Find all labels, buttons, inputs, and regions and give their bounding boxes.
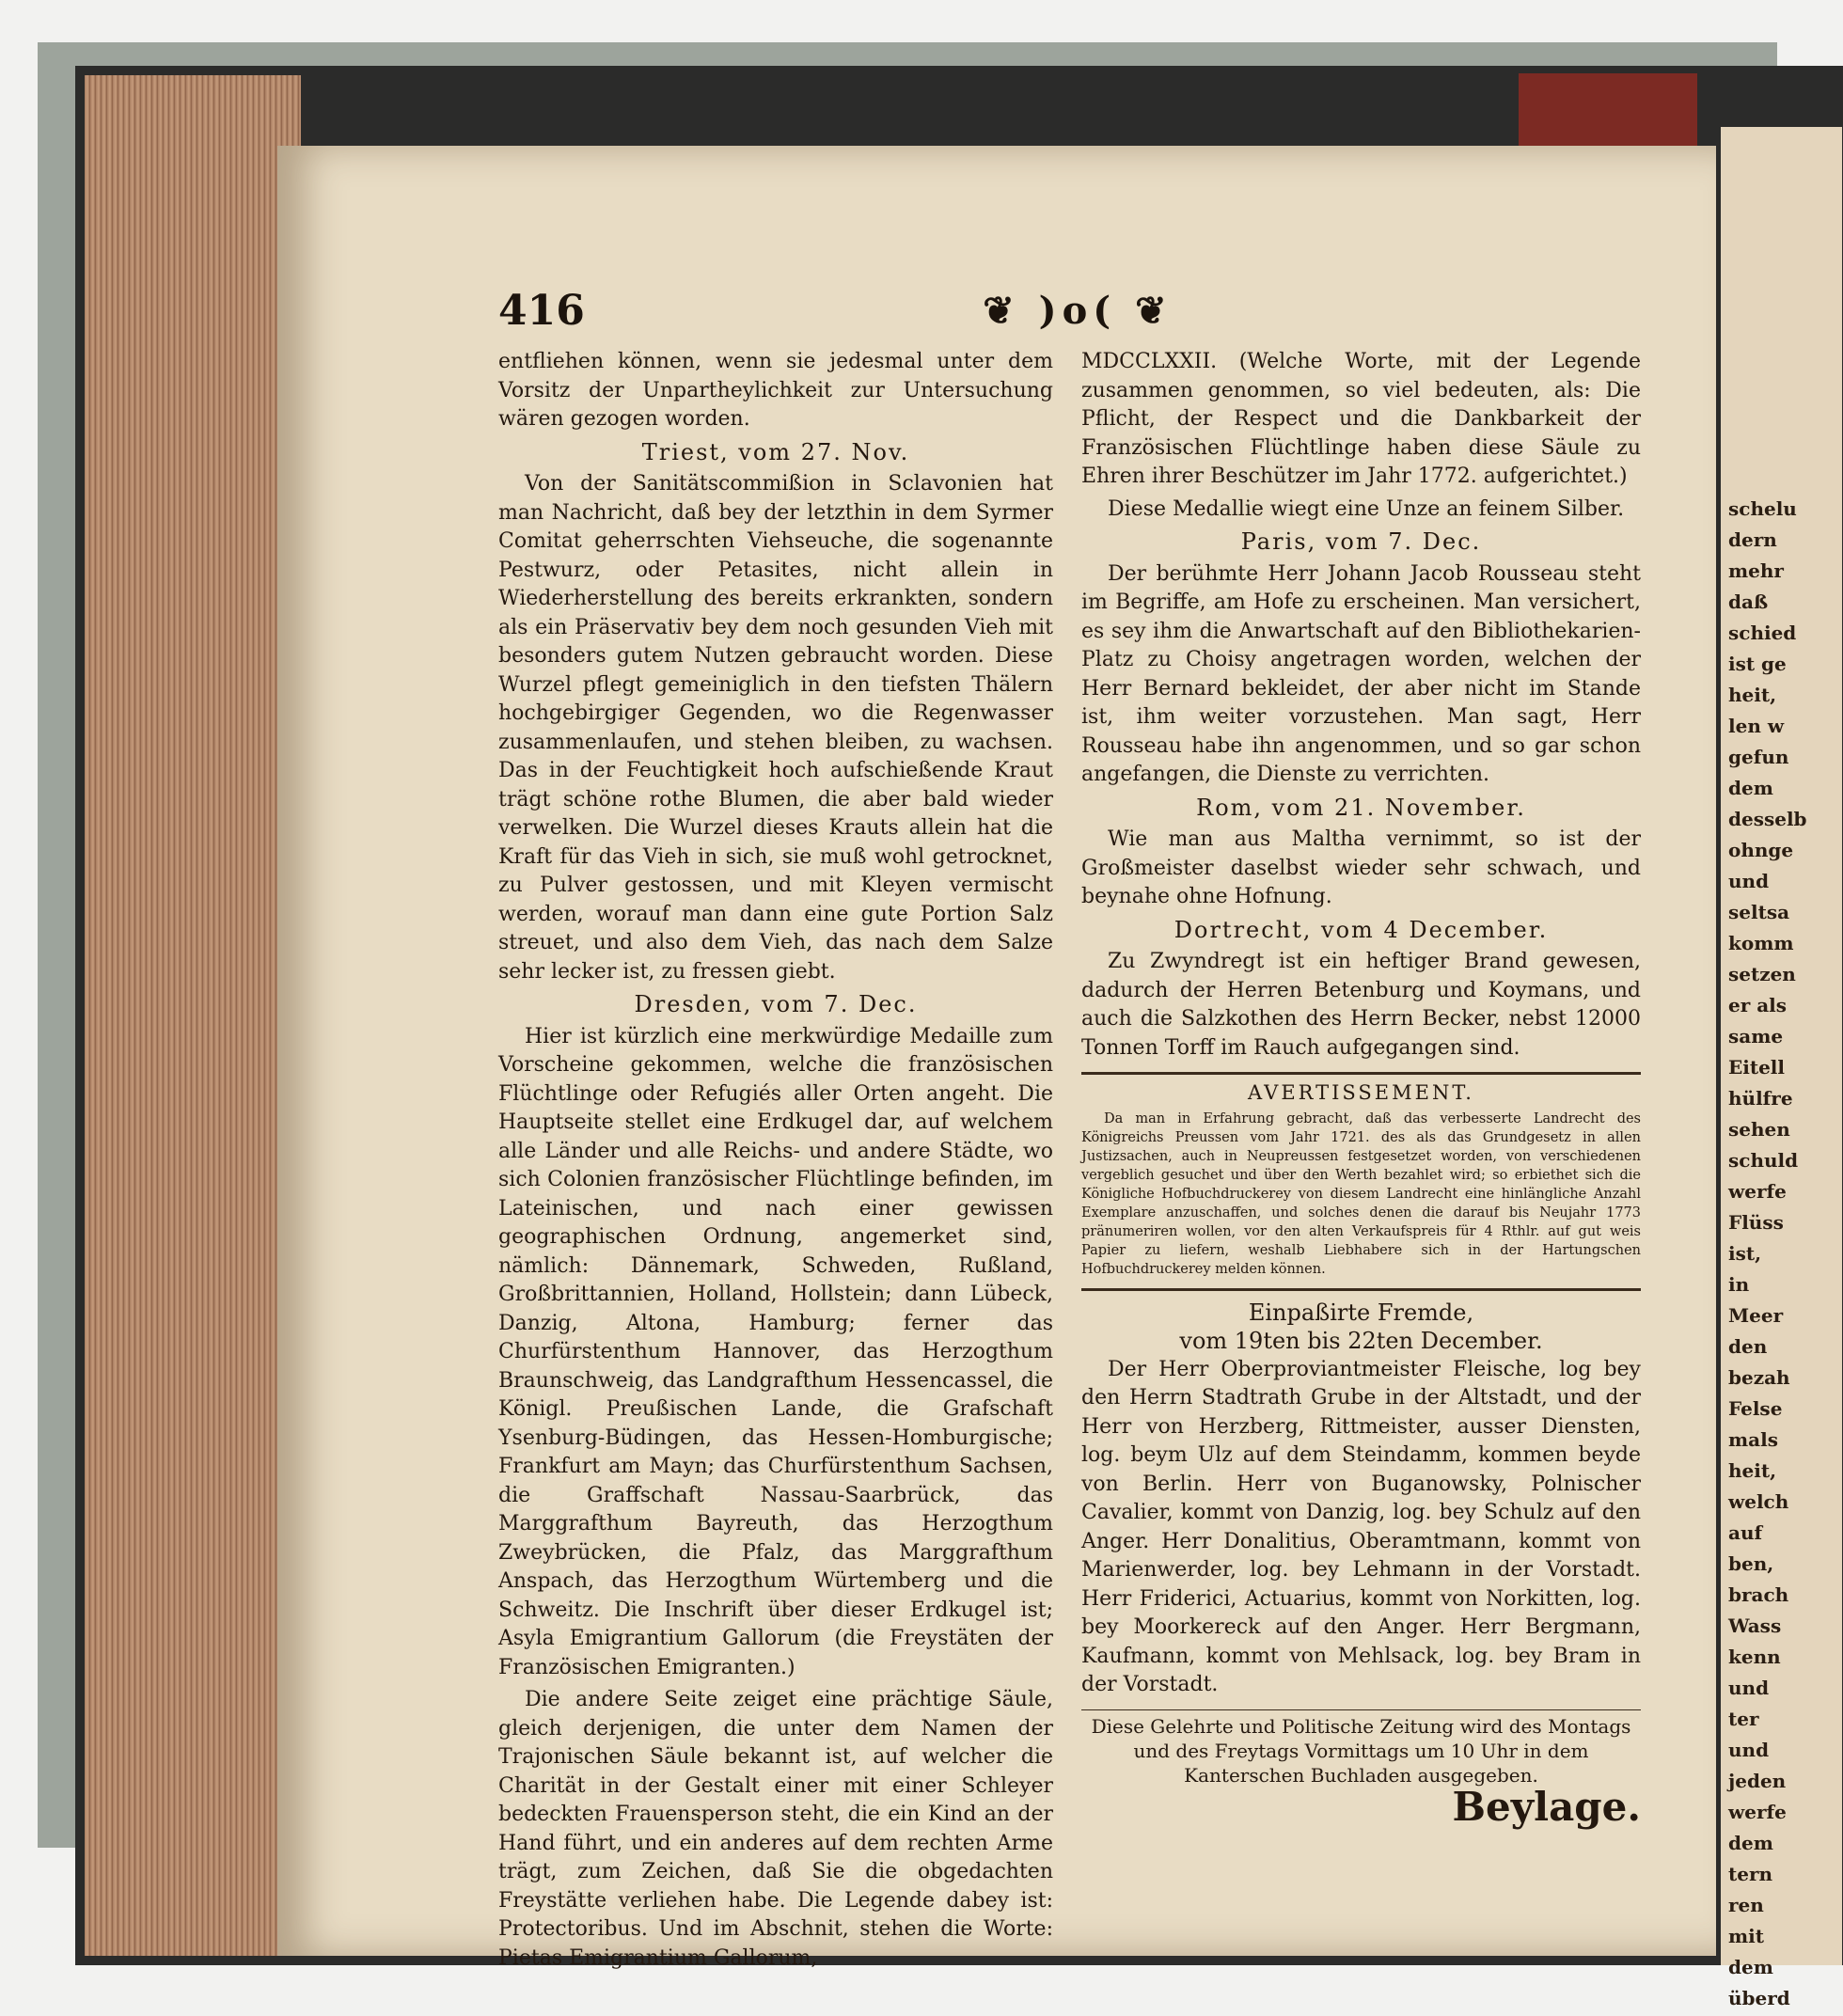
adjacent-page-fragment: schied	[1728, 622, 1797, 644]
article-heading-triest: Triest, vom 27. Nov.	[641, 438, 910, 465]
adjacent-page-fragment: len w	[1728, 715, 1785, 737]
article-heading-rom: Rom, vom 21. November.	[1196, 794, 1526, 821]
adjacent-page-fragment: kenn	[1728, 1646, 1781, 1668]
divider-rule	[1081, 1288, 1641, 1291]
right-column	[1081, 348, 1641, 1830]
adjacent-page-fragment: Eitell	[1728, 1056, 1785, 1079]
adjacent-page-fragment: ist,	[1728, 1242, 1762, 1265]
adjacent-page-fragment: jeden	[1728, 1770, 1787, 1792]
arrivals-title: Einpaßirte Fremde,	[1248, 1299, 1474, 1326]
supplement-catchword: Beylage.	[1452, 1783, 1641, 1830]
article-heading-dresden: Dresden, vom 7. Dec.	[634, 991, 918, 1017]
divider-rule	[1081, 1072, 1641, 1075]
adjacent-page-fragment: in	[1728, 1273, 1750, 1296]
adjacent-page-fragment: tern	[1728, 1863, 1773, 1885]
adjacent-page-fragment: ben,	[1728, 1552, 1774, 1575]
adjacent-page-fragment: bezah	[1728, 1366, 1790, 1389]
adjacent-page-fragment: sehen	[1728, 1118, 1790, 1141]
adjacent-page-fragment: ohnge	[1728, 839, 1794, 861]
adjacent-page-fragment: daß	[1728, 591, 1769, 613]
adjacent-page-fragment: desselb	[1728, 808, 1807, 830]
adjacent-page-fragment: gefun	[1728, 746, 1789, 768]
adjacent-page-text	[1728, 494, 1807, 2014]
article-text-rom: Wie man aus Maltha vernimmt, so ist der Großmeister daselbst wieder sehr schwach, und beynahe ohne Hofnung.	[1081, 827, 1641, 908]
adjacent-page-fragment: same	[1728, 1025, 1784, 1047]
adjacent-page-fragment: Flüss	[1728, 1211, 1784, 1234]
article-text-triest: Von der Sanitätscommißion in Sclavonien hat man Nachricht, daß bey der letzthin in dem Syrmer Comitat geherrschten Viehseuche, die sogenannte Pestwurz, oder Petasites, nicht allein in Wiederherstellung des bereits erkrankten, sondern als ein Präservativ bey dem noch gesunden Vieh mit besonders gutem Nutzen gebraucht worden. Diese Wurzel pflegt gemeiniglich in den tiefsten Thälern hochgebirgiger Gegenden, wo die Regenwasser zusammenlaufen, und stehen bleiben, zu wachsen. Das in der Feuchtigkeit hoch aufschießende Kraut trägt schöne rothe Blumen, die aber bald wieder verwelken. Die Wurzel dieses Krauts allein hat die Kraft für das Vieh in sich, sie muß wohl getrocknet, zu Pulver gestossen, und mit Kleyen vermischt werden, worauf man dann eine gute Portion Salz streuet, und also dem Vieh, das nach dem Salze sehr lecker ist, zu fressen giebt.	[498, 472, 1053, 984]
adjacent-page-fragment: heit,	[1728, 684, 1777, 706]
adjacent-page-fragment: Meer	[1728, 1304, 1784, 1327]
adjacent-page-fragment: brach	[1728, 1583, 1789, 1606]
arrivals-subtitle: vom 19ten bis 22ten December.	[1179, 1328, 1543, 1354]
article-text-dresden-1: Hier ist kürzlich eine merkwürdige Medaille zum Vorscheine gekommen, welche die französischen Flüchtlinge oder Refugiés aller Orten angeht. Die Hauptseite stellet eine Erdkugel dar, auf welchem alle Länder und alle Reichs- und andere Städte, wo sich Colonien französischer Flüchtlinge befinden, im Lateinischen, und nach einer gewissen geographischen Ordnung, angemerket sind, nämlich: Dännemark, Schweden, Rußland, Großbrittannien, Holland, Hollstein; dann Lübeck, Danzig, Altona, Hamburg; ferner das Churfürstenthum Hannover, das Herzogthum Braunschweig, das Landgrafthum Hessencassel, die Königl. Preußischen Lande, die Grafschaft Ysenburg-Büdingen, das Hessen-Homburgische; Frankfurt am Mayn; das Churfürstenthum Sachsen, die Graffschaft Nassau-Saarbrück, das Marggrafthum Bayreuth, das Herzogthum Zweybrücken, die Pfalz, das Marggrafthum Anspach, das Herzogthum Würtemberg und die Schweitz. Die Inschrift über dieser Erdkugel ist; Asyla Emigrantium Gallorum (die Freystäten der Französischen Emigranten.)	[498, 1024, 1053, 1679]
adjacent-page-fragment: schuld	[1728, 1149, 1799, 1172]
avertissement-text: Da man in Erfahrung gebracht, daß das verbesserte Landrecht des Königreichs Preussen vom Jahr 1721. des als das Grundgesetz in allen Justizsachen, auch in Neupreussen festgesetzet worden, von verschiedenen vergeblich gesuchet und über den Werth bezahlet wird; so erbiethet sich die Königliche Hofbuchdruckerey von diesem Landrecht eine hinlängliche Anzahl Exemplare anzuschaffen, und solches denen die darauf bis Neujahr 1773 pränumeriren wollen, vor den alten Verkaufspreis für 4 Rthlr. auf gut weis Papier zu liefern, weshalb Liebhabere sich in der Hartungschen Hofbuchdruckerey melden können.	[1081, 1110, 1641, 1277]
article-continuation: entfliehen können, wenn sie jedesmal unter dem Vorsitz der Unpartheylichkeit zur Untersuchung wären gezogen worden.	[498, 350, 1053, 431]
page-header	[498, 282, 1646, 339]
medal-continuation: MDCCLXXII. (Welche Worte, mit der Legende zusammen genommen, so viel bedeuten, als: Die Pflicht, der Respect und die Dankbarkeit der Französischen Flüchtlinge haben diese Säule zu Ehren ihrer Beschützer im Jahr 1772. aufgerichtet.)	[1081, 350, 1641, 488]
article-text-paris: Der berühmte Herr Johann Jacob Rousseau steht im Begriffe, am Hofe zu erscheinen. Man versichert, es sey ihm die Anwartschaft auf den Bibliothekarien-Platz zu Choisy angetragen worden, welchen der Herr Bernard bekleidet, der aber nicht im Stande ist, ihm weiter vorzustehen. Man sagt, Herr Rousseau habe ihn angenommen, und so gar schon angefangen, die Dienste zu verrichten.	[1081, 561, 1641, 786]
article-text-dortrecht: Zu Zwyndregt ist ein heftiger Brand gewesen, dadurch der Herren Betenburg und Koymans, und auch die Salzkothen des Herrn Becker, nebst 12000 Tonnen Torff im Rauch aufgegangen sind.	[1081, 950, 1641, 1060]
header-ornament: ❦ )o( ❦	[983, 288, 1173, 333]
adjacent-page-fragment: ist ge	[1728, 653, 1787, 675]
adjacent-page-fragment: mehr	[1728, 559, 1784, 582]
adjacent-page-fragment: dem	[1728, 1956, 1773, 1978]
adjacent-page-fragment: Felse	[1728, 1397, 1783, 1420]
page-number: 416	[498, 286, 585, 335]
adjacent-page-fragment: Wass	[1728, 1614, 1782, 1637]
adjacent-page-fragment: dem	[1728, 777, 1773, 799]
adjacent-page-fragment: setzen	[1728, 963, 1796, 985]
adjacent-page-fragment: hülfre	[1728, 1087, 1793, 1110]
adjacent-page-fragment: und	[1728, 870, 1770, 892]
left-column	[498, 348, 1053, 1977]
adjacent-page-fragment: ter	[1728, 1708, 1759, 1730]
adjacent-page-fragment: und	[1728, 1677, 1770, 1699]
adjacent-page-fragment: überd	[1728, 1987, 1790, 2009]
adjacent-page-fragment: dem	[1728, 1832, 1773, 1854]
adjacent-page-fragment: komm	[1728, 932, 1794, 954]
adjacent-page-fragment: werfe	[1728, 1180, 1787, 1203]
avertissement-title: AVERTISSEMENT.	[1248, 1081, 1474, 1104]
article-heading-paris: Paris, vom 7. Dec.	[1240, 528, 1482, 555]
adjacent-page-fragment: schelu	[1728, 497, 1797, 520]
bookmark-ribbon	[1519, 73, 1697, 156]
article-text-dresden-2: Die andere Seite zeiget eine prächtige Säule, gleich derjenigen, die unter dem Namen der Trajonischen Säule bekannt ist, auf welcher die Charität in der Gestalt einer mit einer Schleyer bedeckten Frauensperson steht, die ein Kind an der Hand führt, und ein anderes auf dem rechten Arme trägt, zum Zeichen, daß Sie die obgedachten Freystätte verliehen habe. Die Legende dabey ist: Protectoribus. Und im Abschnit, stehen die Worte: Pietas Emigrantium Gallorum,	[498, 1688, 1053, 1970]
page-edges	[85, 75, 301, 1956]
adjacent-page-fragment: ren	[1728, 1894, 1764, 1916]
adjacent-page-fragment: heit,	[1728, 1459, 1777, 1482]
adjacent-page-fragment: werfe	[1728, 1801, 1787, 1823]
article-heading-dortrecht: Dortrecht, vom 4 December.	[1174, 916, 1549, 943]
publication-note: Diese Gelehrte und Politische Zeitung wird des Montags und des Freytags Vormittags um 10 Uhr in dem Kanterschen Buchladen ausgegeben.	[1091, 1714, 1631, 1787]
arrivals-text: Der Herr Oberproviantmeister Fleische, log bey den Herrn Stadtrath Grube in der Altstadt, und der Herr von Herzberg, Rittmeister, ausser Diensten, log. beym Ulz auf dem Steindamm, kommen beyde von Berlin. Herr von Buganowsky, Polnischer Cavalier, kommt von Danzig, log. bey Schulz auf den Anger. Herr Donalitius, Oberamtmann, kommt von Marienwerder, log. bey Lehmann in der Vorstadt. Herr Friderici, Actuarius, kommt von Norkitten, log. bey Moorkereck auf den Anger. Herr Bergmann, Kaufmann, kommt von Mehlsack, log. bey Bram in der Vorstadt.	[1081, 1357, 1641, 1696]
adjacent-page	[1721, 127, 1842, 2009]
adjacent-page-fragment: er als	[1728, 994, 1788, 1016]
adjacent-page-fragment: welch	[1728, 1490, 1789, 1513]
adjacent-page-fragment: mit	[1728, 1925, 1764, 1947]
divider-rule	[1081, 1709, 1641, 1710]
adjacent-page-fragment: dern	[1728, 528, 1777, 551]
medal-weight: Diese Medallie wiegt eine Unze an feinem Silber.	[1108, 496, 1625, 521]
adjacent-page-fragment: und	[1728, 1739, 1770, 1761]
adjacent-page-fragment: auf	[1728, 1521, 1763, 1544]
adjacent-page-fragment: seltsa	[1728, 901, 1790, 923]
adjacent-page-fragment: den	[1728, 1335, 1768, 1358]
adjacent-page-fragment: mals	[1728, 1428, 1778, 1451]
